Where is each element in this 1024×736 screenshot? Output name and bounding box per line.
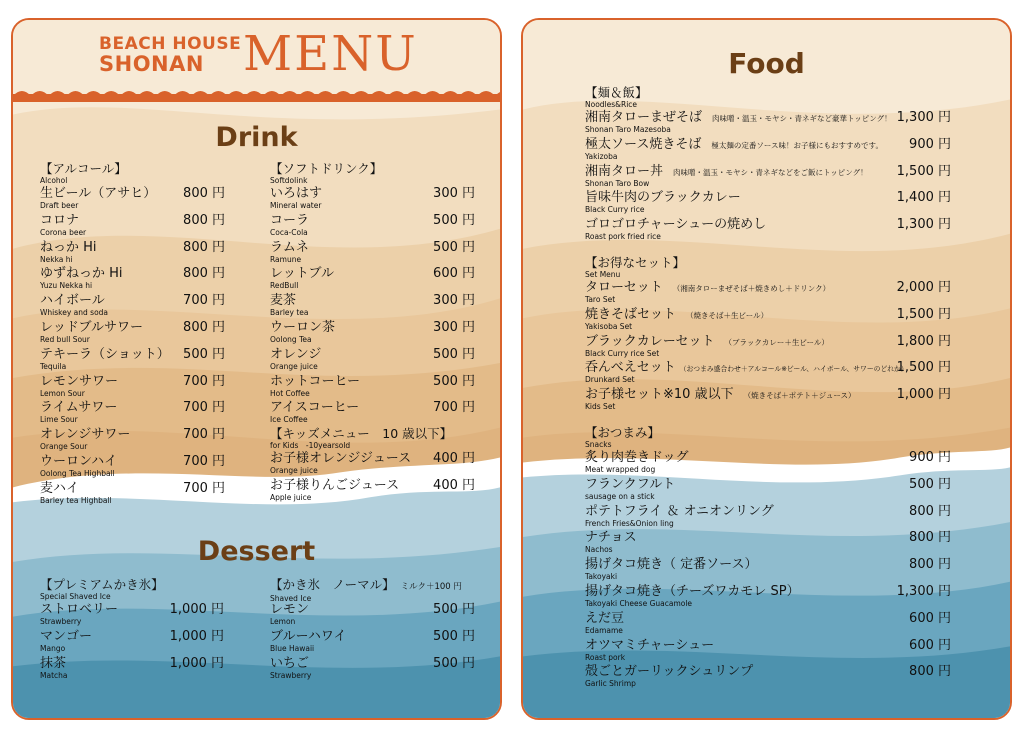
item-name-en: Garlic Shrimp — [585, 679, 636, 689]
item-price: 800 円 — [183, 319, 225, 335]
right-content — [523, 20, 1010, 718]
item-name-row — [585, 387, 856, 404]
category-label-en: Alcohol — [40, 176, 68, 185]
category-label: 【かき氷 ノーマル】 — [270, 577, 395, 592]
item-name: ブラックカレーセット — [585, 333, 715, 349]
item-name: ストロベリー — [40, 602, 119, 617]
menu-item — [585, 307, 951, 334]
left-content — [13, 20, 500, 718]
menu-item — [40, 266, 225, 293]
item-price: 700 円 — [183, 427, 225, 443]
menu-item — [585, 217, 951, 244]
item-price: 2,000 円 — [896, 279, 951, 295]
menu-item — [270, 293, 475, 320]
item-name: 呑んべえセット — [585, 360, 676, 376]
menu-item — [270, 451, 475, 478]
item-name: テキーラ（ショット） — [40, 346, 170, 362]
item-name: レッドブルサワー — [40, 319, 143, 335]
item-name-en: Hot Coffee — [270, 388, 310, 398]
category-label: 【おつまみ】 — [585, 424, 660, 440]
item-name-en: Strawberry — [40, 617, 82, 626]
item-price: 500 円 — [433, 239, 475, 255]
item-price: 300 円 — [433, 319, 475, 335]
item-price: 400 円 — [433, 477, 475, 493]
menu-item — [40, 347, 225, 374]
menu-item — [40, 213, 225, 240]
item-note: （焼きそば＋生ビール） — [686, 310, 769, 320]
menu-item — [40, 293, 225, 320]
item-price: 800 円 — [183, 266, 225, 282]
item-name-en: Takoyaki — [585, 572, 618, 582]
menu-item — [270, 213, 475, 240]
item-name-en: Orange juice — [270, 361, 318, 371]
item-name: 湘南タロー丼 — [585, 163, 664, 179]
item-name: お子様りんごジュース — [270, 477, 400, 493]
menu-item — [585, 638, 951, 665]
item-name-en: Yakizoba — [585, 151, 618, 161]
drink-heading: Drink — [215, 122, 298, 153]
item-name-en: Draft beer — [40, 201, 79, 210]
menu-item — [270, 478, 475, 505]
item-note: （焼きそば＋ポテト＋ジュース） — [743, 391, 856, 401]
item-price: 1,300 円 — [896, 217, 951, 233]
item-name-en: Nekka hi — [40, 254, 73, 264]
item-price: 800 円 — [909, 503, 951, 519]
menu-item — [585, 584, 951, 611]
item-name-en: Corona beer — [40, 227, 87, 237]
category-label: 【プレミアムかき氷】 — [40, 577, 164, 592]
item-name: ゴロゴロチャーシューの焼めし — [585, 217, 767, 233]
item-name: オレンジ — [270, 346, 322, 362]
item-price: 500 円 — [183, 346, 225, 362]
alcohol-list — [40, 162, 225, 508]
soft-drink-category — [270, 162, 475, 186]
item-name-en: Red bull Sour — [40, 334, 90, 344]
item-name-en: sausage on a stick — [585, 491, 655, 501]
item-name-en: Yuzu Nekka hi — [40, 281, 93, 291]
item-name-en: Kids Set — [585, 402, 616, 412]
item-name: オツマミチャーシュー — [585, 637, 715, 653]
item-name: ナチョス — [585, 530, 637, 546]
category-label: 【アルコール】 — [40, 161, 127, 176]
item-price: 600 円 — [909, 637, 951, 653]
item-name: ウーロン茶 — [270, 319, 336, 335]
menu-item — [40, 320, 225, 347]
item-price: 800 円 — [183, 186, 225, 201]
item-price: 600 円 — [433, 266, 475, 282]
category-label: 【ソフトドリンク】 — [270, 161, 383, 176]
item-name-en: Lemon Sour — [40, 388, 85, 398]
item-name-en: Barley tea — [270, 308, 309, 318]
item-name: レモンサワー — [40, 373, 119, 389]
item-price: 1,500 円 — [896, 360, 951, 376]
item-name-en: Meat wrapped dog — [585, 464, 656, 474]
item-name: 生ビール（アサヒ） — [40, 186, 157, 201]
item-name: 極太ソース焼きそば — [585, 136, 702, 152]
item-name: えだ豆 — [585, 610, 625, 626]
item-name-en: Orange Sour — [40, 442, 88, 452]
menu-item — [270, 240, 475, 267]
menu-item — [40, 481, 225, 508]
food-list — [585, 86, 951, 691]
item-price: 900 円 — [909, 449, 951, 465]
item-price: 500 円 — [433, 628, 475, 644]
menu-item — [270, 266, 475, 293]
menu-item — [585, 664, 951, 691]
food-heading: Food — [728, 47, 805, 80]
menu-item — [40, 629, 224, 656]
item-price: 500 円 — [433, 602, 475, 617]
item-name-en: RedBull — [270, 281, 299, 291]
item-name-en: Ramune — [270, 254, 302, 264]
category-label-en: Set Menu — [585, 269, 621, 279]
wave-border-decoration — [13, 86, 500, 102]
item-name-en: Coca-Cola — [270, 227, 308, 237]
category-label: 【キッズメニュー 10 歳以下】 — [270, 426, 453, 442]
snacks-category — [585, 426, 951, 450]
brand-line1: BEACH HOUSE — [99, 34, 242, 54]
item-name-row — [585, 217, 766, 233]
item-name: 抹茶 — [40, 655, 67, 671]
item-price: 800 円 — [909, 557, 951, 573]
item-price: 300 円 — [433, 293, 475, 309]
item-name-en: Mineral water — [270, 201, 322, 210]
item-price: 500 円 — [433, 655, 475, 671]
item-name-en: Edamame — [585, 625, 623, 635]
shaved-ice-category — [270, 578, 475, 602]
category-label-en: for Kids -10yearsold — [270, 441, 351, 451]
category-label-en: Snacks — [585, 439, 612, 449]
menu-item — [585, 110, 951, 137]
item-name: アイスコーヒー — [270, 400, 360, 416]
item-name: いろはす — [270, 186, 323, 201]
menu-item — [40, 186, 225, 213]
premium-shaved-ice-list — [40, 578, 224, 682]
menu-item — [40, 374, 225, 401]
item-price: 400 円 — [433, 451, 475, 467]
item-price: 800 円 — [909, 530, 951, 546]
item-name: お子様セット※10 歳以下 — [585, 387, 734, 403]
item-price: 300 円 — [433, 186, 475, 201]
item-name: マンゴー — [40, 628, 93, 644]
menu-item — [585, 504, 951, 531]
item-name-en: Black Curry rice — [585, 205, 645, 215]
category-label-row — [270, 578, 475, 594]
item-name-en: Lime Sour — [40, 415, 78, 425]
item-price: 1,000 円 — [169, 655, 224, 671]
item-name: オレンジサワー — [40, 427, 131, 443]
menu-item — [40, 240, 225, 267]
item-name: フランクフルト — [585, 476, 676, 492]
item-name-en: Ice Coffee — [270, 415, 308, 425]
premium-shaved-ice-category — [40, 578, 224, 602]
item-name: タローセット — [585, 279, 663, 295]
item-name-en: Oolong Tea Highball — [40, 468, 115, 478]
item-price: 800 円 — [909, 664, 951, 680]
brand-line2: SHONAN — [99, 52, 204, 76]
item-price: 1,000 円 — [169, 602, 224, 617]
menu-item — [270, 656, 475, 683]
item-name: ポテトフライ ＆ オニオンリング — [585, 503, 774, 519]
item-note: 肉味噌・温玉・モヤシ・青ネギなどをご飯にトッピング！ — [673, 167, 868, 177]
menu-item — [270, 602, 475, 629]
menu-item — [585, 611, 951, 638]
item-price: 700 円 — [183, 480, 225, 496]
item-name-en: Shonan Taro Bow — [585, 178, 650, 188]
item-name: 旨味牛肉のブラックカレー — [585, 190, 741, 206]
brand-logo — [99, 36, 241, 75]
item-price: 1,800 円 — [896, 333, 951, 349]
item-price: 900 円 — [909, 136, 951, 152]
menu-item — [40, 656, 224, 683]
kids-drink-category — [270, 427, 475, 451]
item-name-row — [585, 137, 883, 154]
category-label: 【お得なセット】 — [585, 254, 686, 270]
alcohol-category — [40, 162, 225, 186]
item-name: ねっか Hi — [40, 239, 97, 255]
item-name-row — [585, 190, 741, 206]
item-note: （おつまみ盛合わせ＋アルコール※ビール、ハイボール、サワーのどれか） — [679, 365, 908, 374]
menu-item — [40, 454, 225, 481]
item-name-en: Drunkard Set — [585, 375, 635, 385]
menu-item — [585, 280, 951, 307]
menu-item — [585, 164, 951, 191]
item-name: 湘南タローまぜそば — [585, 110, 703, 125]
item-name: ウーロンハイ — [40, 453, 118, 469]
item-price: 1,000 円 — [169, 628, 224, 644]
item-price: 800 円 — [183, 239, 225, 255]
item-name-en: French Fries&Onion ling — [585, 518, 674, 528]
menu-item — [270, 320, 475, 347]
item-price: 700 円 — [433, 400, 475, 416]
item-price: 500 円 — [433, 212, 475, 228]
menu-item — [270, 347, 475, 374]
item-price: 1,000 円 — [896, 387, 951, 403]
item-name: 殻ごとガーリックシュリンプ — [585, 664, 754, 680]
dessert-heading: Dessert — [197, 536, 316, 567]
soft-drink-list — [270, 162, 475, 505]
menu-title: MENU — [243, 26, 418, 82]
menu-item — [585, 190, 951, 217]
item-name-en: Matcha — [40, 670, 68, 680]
category-label-en: Noodles&Rice — [585, 100, 638, 109]
item-name: コロナ — [40, 212, 80, 228]
item-name-en: Nachos — [585, 545, 613, 555]
item-name-en: Mango — [40, 643, 66, 653]
menu-item — [40, 427, 225, 454]
menu-item — [40, 602, 224, 629]
item-name-en: Tequila — [40, 361, 67, 371]
item-price: 800 円 — [183, 212, 225, 228]
item-name: いちご — [270, 655, 310, 671]
item-name: 揚げタコ焼き（チーズワカモレ SP） — [585, 583, 800, 599]
item-name: ゆずねっか Hi — [40, 266, 123, 282]
item-name: ハイボール — [40, 293, 105, 309]
item-name-en: Strawberry — [270, 670, 312, 680]
item-name-en: Lemon — [270, 617, 296, 626]
item-name-en: Orange juice — [270, 466, 318, 476]
menu-item — [270, 629, 475, 656]
item-name: 麦茶 — [270, 293, 297, 309]
menu-item — [585, 557, 951, 584]
item-name: 麦ハイ — [40, 480, 80, 496]
item-price: 500 円 — [433, 373, 475, 389]
item-name-en: Takoyaki Cheese Guacamole — [585, 598, 693, 608]
menu-item — [585, 530, 951, 557]
item-price: 1,300 円 — [896, 110, 951, 125]
set-menu-category — [585, 256, 951, 280]
item-price: 700 円 — [183, 400, 225, 416]
category-label: 【麺＆飯】 — [585, 85, 648, 100]
menu-item — [585, 360, 951, 387]
item-name-en: Whiskey and soda — [40, 308, 109, 318]
noodles-rice-category — [585, 86, 951, 110]
menu-item — [585, 387, 951, 414]
drink-dessert-page — [11, 18, 502, 720]
item-price: 1,500 円 — [896, 163, 951, 179]
item-name: レモン — [270, 602, 310, 617]
menu-item — [270, 400, 475, 427]
item-price: 600 円 — [909, 610, 951, 626]
item-name-en: Taro Set — [585, 294, 616, 304]
item-price: 500 円 — [909, 476, 951, 492]
item-name: ホットコーヒー — [270, 373, 360, 389]
item-price: 1,500 円 — [896, 306, 951, 322]
category-label-en: Softdolink — [270, 176, 308, 185]
item-name: お子様オレンジジュース — [270, 451, 412, 467]
item-name: ブルーハワイ — [270, 628, 347, 644]
item-note: 肉味噌・温玉・モヤシ・青ネギなど豪華トッピング！ — [712, 114, 892, 123]
menu-item — [585, 137, 951, 164]
item-price: 700 円 — [183, 293, 225, 309]
category-label-en: Shaved Ice — [270, 594, 312, 603]
item-name-en: Barley tea Highball — [40, 495, 112, 505]
food-page — [521, 18, 1012, 720]
milk-option-note: ミルク＋100 円 — [400, 582, 462, 592]
item-name-en: Apple juice — [270, 492, 312, 502]
item-name-en: Black Curry rice Set — [585, 348, 660, 358]
category-label-en: Special Shaved Ice — [40, 592, 111, 601]
menu-item — [270, 374, 475, 401]
menu-item — [585, 334, 951, 361]
item-name: ラムネ — [270, 239, 309, 255]
item-price: 700 円 — [183, 373, 225, 389]
item-price: 500 円 — [433, 346, 475, 362]
item-name-en: Oolong Tea — [270, 334, 312, 344]
item-price: 1,400 円 — [896, 190, 951, 206]
item-name-en: Roast pork fried rice — [585, 232, 661, 242]
item-note: （湘南タローまぜそば＋焼きめし＋ドリンク） — [672, 283, 831, 293]
item-name: レットブル — [270, 266, 334, 282]
item-name-row — [585, 280, 830, 297]
item-price: 700 円 — [183, 453, 225, 469]
menu-item — [270, 186, 475, 213]
shaved-ice-list — [270, 578, 475, 682]
item-name: 炙り肉巻きドッグ — [585, 449, 689, 465]
menu-item — [585, 450, 951, 477]
menu-item — [40, 400, 225, 427]
item-note: 極太麺の定番ソース味！お子様にもおすすめです。 — [711, 140, 883, 150]
menu-item — [585, 477, 951, 504]
item-name: 揚げタコ焼き（ 定番ソース） — [585, 557, 758, 573]
item-name-en: Blue Hawaii — [270, 643, 315, 653]
item-name-en: Shonan Taro Mazesoba — [585, 125, 671, 134]
item-name: コーラ — [270, 212, 310, 228]
item-name: ライムサワー — [40, 400, 118, 416]
item-name-en: Roast pork — [585, 652, 626, 662]
item-price: 1,300 円 — [896, 583, 951, 599]
item-note: （ブラックカレー＋生ビール） — [724, 337, 829, 347]
item-name-en: Yakisoba Set — [585, 321, 633, 331]
item-name: 焼きそばセット — [585, 306, 677, 322]
